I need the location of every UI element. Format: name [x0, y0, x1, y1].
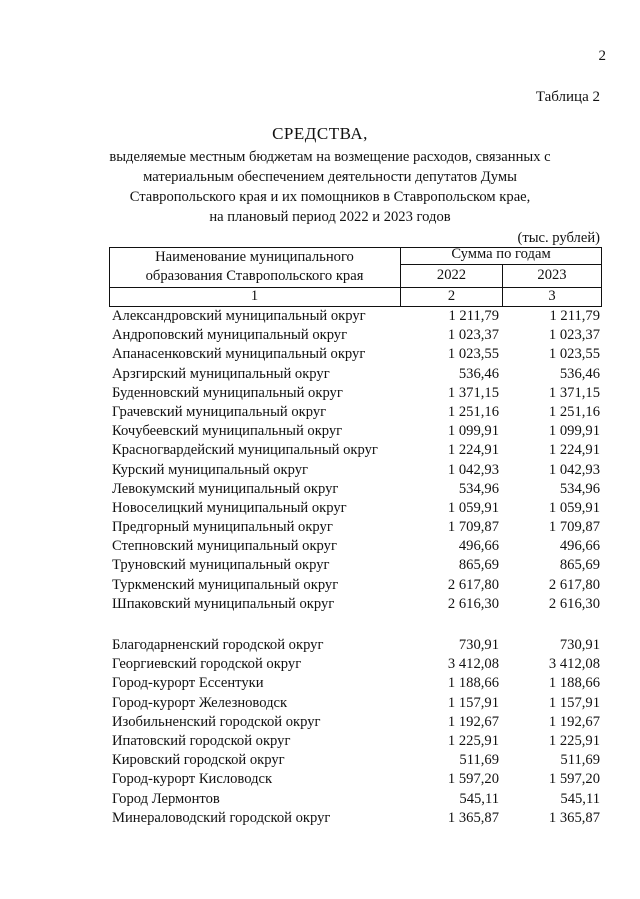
table-row — [0, 422, 640, 441]
page-number: 2 — [598, 48, 606, 64]
municipality-name: Предгорный муниципальный округ — [112, 519, 333, 536]
value-2023: 1 211,79 — [549, 308, 600, 324]
value-2022: 1 365,87 — [447, 809, 499, 826]
municipality-name: Арзгирский муниципальный округ — [112, 365, 330, 382]
municipality-name: Ипатовский городской округ — [112, 732, 291, 749]
table-row — [0, 537, 640, 556]
municipality-name: Кочубеевский муниципальный округ — [112, 423, 343, 440]
table-header — [109, 247, 602, 307]
header-name-line1: Наименование муниципального — [155, 249, 354, 265]
table-body — [0, 307, 640, 828]
value-2023: 1 371,15 — [548, 384, 600, 401]
value-2023: 534,96 — [559, 480, 600, 497]
value-2022: 865,69 — [458, 557, 499, 574]
value-2023: 2 616,30 — [548, 595, 600, 612]
header-line-right — [601, 247, 602, 307]
municipality-name: Благодарненский городской округ — [112, 637, 324, 653]
header-line-mid — [400, 264, 602, 265]
table-row — [0, 403, 640, 422]
table-row — [0, 694, 640, 713]
value-2022: 1 597,20 — [447, 771, 499, 788]
subtitle-line: на плановый период 2022 и 2023 годов — [209, 209, 451, 225]
municipality-name: Изобильненский городской округ — [112, 713, 321, 730]
municipality-name: Туркменский муниципальный округ — [112, 576, 339, 593]
subtitle-line: Ставропольского края и их помощников в Ставропольском крае, — [129, 189, 531, 205]
header-colnum-3: 3 — [548, 288, 556, 304]
value-2022: 1 192,67 — [447, 713, 499, 730]
value-2022: 1 225,91 — [447, 732, 499, 749]
table-row — [0, 326, 640, 345]
table-row — [0, 480, 640, 499]
value-2022: 1 099,91 — [447, 423, 499, 440]
value-2023: 1 188,66 — [548, 675, 600, 692]
value-2022: 2 616,30 — [447, 595, 499, 612]
value-2022: 534,96 — [458, 480, 499, 497]
table-row — [0, 809, 640, 828]
value-2022: 1 157,91 — [447, 694, 499, 711]
value-2023: 1 709,87 — [548, 519, 600, 536]
header-year-2022: 2022 — [436, 267, 467, 283]
value-2023: 1 192,67 — [548, 713, 600, 730]
value-2023: 1 099,91 — [548, 423, 600, 440]
value-2022: 1 371,15 — [447, 384, 499, 401]
municipality-name: Левокумский муниципальный округ — [112, 480, 339, 497]
municipality-name: Город-курорт Железноводск — [112, 694, 288, 711]
value-2022: 2 617,80 — [447, 576, 499, 593]
value-2023: 496,66 — [559, 538, 600, 555]
value-2022: 496,66 — [458, 538, 499, 555]
table-row — [0, 713, 640, 732]
value-2022: 3 412,08 — [447, 656, 499, 673]
value-2023: 1 251,16 — [548, 403, 600, 420]
municipality-name: Новоселицкий муниципальный округ — [112, 499, 347, 516]
table-row — [0, 556, 640, 575]
value-2023: 1 365,87 — [548, 809, 600, 826]
value-2023: 730,91 — [559, 637, 600, 653]
value-2023: 1 059,91 — [548, 499, 600, 516]
document-title: СРЕДСТВА, — [272, 124, 368, 143]
table-row — [0, 790, 640, 809]
municipality-name: Шпаковский муниципальный округ — [112, 595, 335, 612]
value-2022: 1 042,93 — [447, 461, 499, 478]
municipality-name: Труновский муниципальный округ — [112, 557, 330, 574]
municipality-name: Город Лермонтов — [112, 790, 220, 807]
value-2022: 1 224,91 — [447, 442, 499, 459]
header-year-2023: 2023 — [537, 267, 567, 283]
table-row — [0, 499, 640, 518]
header-sum-label: Сумма по годам — [451, 246, 551, 262]
municipality-name: Буденновский муниципальный округ — [112, 384, 343, 401]
value-2023: 1 023,55 — [548, 346, 600, 363]
value-2022: 511,69 — [459, 752, 499, 769]
table-row — [0, 307, 640, 326]
header-colnum-2: 2 — [447, 288, 456, 304]
value-2023: 536,46 — [559, 365, 600, 382]
value-2023: 2 617,80 — [548, 576, 600, 593]
value-2022: 730,91 — [458, 637, 499, 653]
table-row — [0, 732, 640, 751]
value-2023: 1 157,91 — [548, 694, 600, 711]
table-row — [0, 636, 640, 655]
document-subtitle — [80, 147, 580, 227]
value-2023: 511,69 — [560, 752, 600, 769]
municipality-name: Город-курорт Ессентуки — [112, 675, 264, 692]
value-2023: 545,11 — [560, 790, 600, 807]
value-2022: 536,46 — [458, 365, 499, 382]
table-row — [0, 345, 640, 364]
value-2022: 1 251,16 — [447, 403, 499, 420]
subtitle-line: материальным обеспечением деятельности депутатов Думы — [143, 169, 517, 185]
municipality-name: Минераловодский городской округ — [112, 809, 331, 826]
units-label: (тыс. рублей) — [517, 230, 600, 246]
header-name-line2: образования Ставропольского края — [145, 268, 364, 284]
municipality-name: Кировский городской округ — [112, 752, 285, 769]
table-row — [0, 595, 640, 614]
municipality-name: Степновский муниципальный округ — [112, 538, 337, 555]
value-2022: 1 023,55 — [447, 346, 499, 363]
value-2023: 1 225,91 — [548, 732, 600, 749]
value-2023: 865,69 — [559, 557, 600, 574]
group-separator — [0, 614, 640, 636]
municipality-name: Грачевский муниципальный округ — [112, 403, 327, 420]
municipality-name: Красногвардейский муниципальный округ — [112, 442, 378, 459]
table-row — [0, 674, 640, 693]
value-2022: 1 059,91 — [447, 499, 499, 516]
table-row — [0, 518, 640, 537]
value-2022: 1 709,87 — [447, 519, 499, 536]
value-2022: 1 188,66 — [447, 675, 499, 692]
table-row — [0, 751, 640, 770]
table-row — [0, 461, 640, 480]
municipality-name: Георгиевский городской округ — [112, 656, 302, 673]
table-row — [0, 441, 640, 460]
value-2022: 1 023,37 — [447, 327, 499, 344]
value-2023: 1 023,37 — [548, 327, 600, 344]
value-2023: 3 412,08 — [548, 656, 600, 673]
value-2023: 1 597,20 — [548, 771, 600, 788]
value-2022: 1 211,79 — [448, 308, 499, 324]
table-row — [0, 770, 640, 789]
table-row — [0, 365, 640, 384]
municipality-name: Апанасенковский муниципальный округ — [112, 346, 366, 363]
table-row — [0, 655, 640, 674]
municipality-name: Александровский муниципальный округ — [112, 308, 366, 324]
municipality-name: Андроповский муниципальный округ — [112, 327, 348, 344]
table-row — [0, 576, 640, 595]
table-label: Таблица 2 — [535, 89, 600, 105]
header-colnum-1: 1 — [250, 288, 259, 304]
value-2023: 1 042,93 — [548, 461, 600, 478]
subtitle-line: выделяемые местным бюджетам на возмещение расходов, связанных с — [109, 149, 551, 165]
value-2022: 545,11 — [459, 790, 499, 807]
value-2023: 1 224,91 — [548, 442, 600, 459]
table-row — [0, 384, 640, 403]
municipality-name: Курский муниципальный округ — [112, 461, 309, 478]
municipality-name: Город-курорт Кисловодск — [112, 771, 273, 788]
